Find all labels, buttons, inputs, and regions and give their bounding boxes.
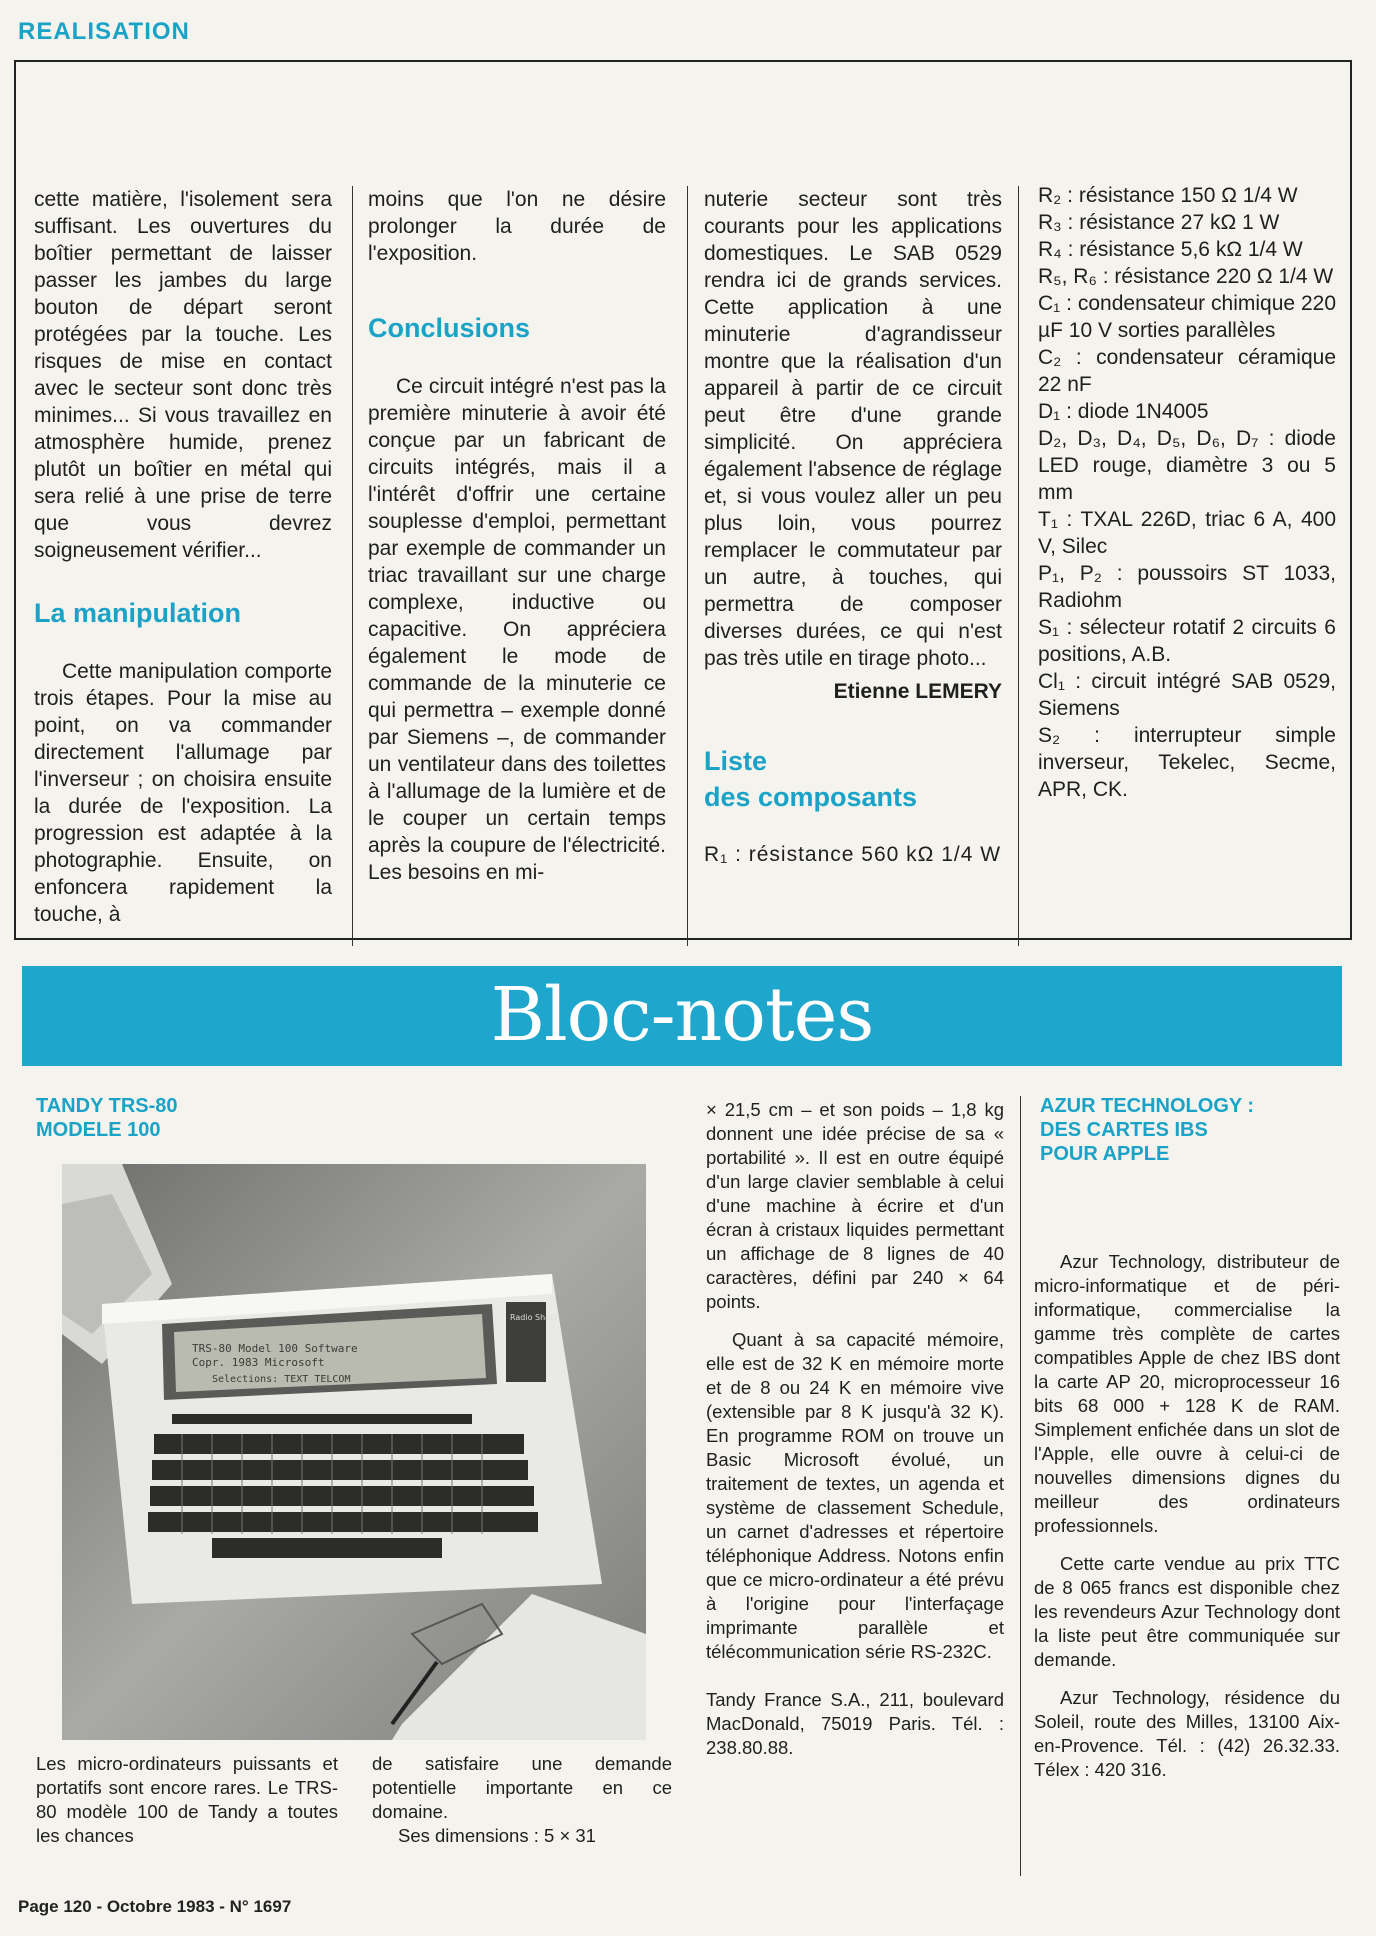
- paragraph: nuterie secteur sont très courants pour les applications domestiques. Le SAB 0529 rendra ici de grands services. Cette application à une minuterie d'agrandisseur montre que la réalisation d'un appareil à partir de ce circuit peut être d'une grande simplicité. On appréciera également l'absence de réglage et, si vous voulez aller un peu plus loin, vous pourrez remplacer le commutateur par un autre, à touches, qui permettra de composer diverses durées, ce qui n'est pas très utile en tirage photo...: [704, 188, 1002, 670]
- column-divider: [1018, 186, 1019, 946]
- banner-title: Bloc-notes: [490, 972, 874, 1058]
- component-item: D₁ : diode 1N4005: [1038, 400, 1209, 423]
- column-divider: [352, 186, 353, 946]
- paragraph: Cette manipulation comporte trois étapes. Pour la mise au point, on va commander directement l'allumage par l'inverseur ; on choisira ensuite la durée de l'exposition. La progression est adaptée à la photographie. Ensuite, on enfoncera rapidement la touche, à: [34, 660, 332, 926]
- heading-line: DES CARTES IBS: [1040, 1119, 1208, 1141]
- article-column-1: [34, 186, 332, 928]
- screen-text-line: Copr. 1983 Microsoft: [192, 1356, 325, 1369]
- paragraph: moins que l'on ne désire prolonger la durée de l'exposition.: [368, 188, 666, 265]
- heading-la-manipulation: La manipulation: [34, 598, 242, 628]
- component-item: Cl₁ : circuit intégré SAB 0529, Siemens: [1038, 670, 1336, 720]
- screen-text-line: TRS-80 Model 100 Software: [192, 1342, 358, 1355]
- paragraph: de satisfaire une demande potentielle importante en ce domaine.: [372, 1753, 672, 1822]
- tandy-caption-left: [36, 1752, 338, 1862]
- bloc-notes-banner: [22, 966, 1342, 1066]
- heading-line: Liste: [704, 746, 768, 776]
- column-divider: [1020, 1096, 1021, 1876]
- section-tag: REALISATION: [18, 18, 190, 45]
- tandy-heading: [36, 1094, 178, 1142]
- component-item: T₁ : TXAL 226D, triac 6 A, 400 V, Silec: [1038, 508, 1336, 558]
- paragraph: Les micro-ordinateurs puissants et portatifs sont encore rares. Le TRS-80 modèle 100 de Tandy a toutes les chances: [36, 1753, 338, 1846]
- heading-line: TANDY TRS-80: [36, 1095, 178, 1117]
- page-footer: Page 120 - Octobre 1983 - N° 1697: [18, 1897, 292, 1916]
- components-list: [1038, 182, 1336, 803]
- paragraph: Cette carte vendue au prix TTC de 8 065 francs est disponible chez les revendeurs Azur Technology dont la liste peut être communiquée sur demande.: [1034, 1553, 1340, 1670]
- brand-label: Radio Shack: [510, 1313, 560, 1322]
- component-item: S₁ : sélecteur rotatif 2 circuits 6 positions, A.B.: [1038, 616, 1336, 666]
- paragraph: Ses dimensions : 5 × 31: [398, 1825, 596, 1846]
- component-item: R₁ : résistance 560 kΩ 1/4 W: [704, 843, 1002, 866]
- azur-heading: [1040, 1094, 1254, 1166]
- component-item: P₁, P₂ : poussoirs ST 1033, Radiohm: [1038, 562, 1336, 612]
- article-column-2: [368, 186, 666, 886]
- component-item: R₂ : résistance 150 Ω 1/4 W: [1038, 184, 1298, 207]
- heading-line: POUR APPLE: [1040, 1143, 1170, 1165]
- heading-line: des composants: [704, 782, 918, 812]
- paragraph: Azur Technology, résidence du Soleil, route des Milles, 13100 Aix-en-Provence. Tél. : (42) 26.32.33. Télex : 420 316.: [1034, 1687, 1340, 1780]
- azur-text: [1034, 1250, 1340, 1796]
- component-item: D₂, D₃, D₄, D₅, D₆, D₇ : diode LED rouge, diamètre 3 ou 5 mm: [1038, 427, 1336, 504]
- component-item: R₄ : résistance 5,6 kΩ 1/4 W: [1038, 238, 1303, 261]
- heading-line: AZUR TECHNOLOGY :: [1040, 1095, 1255, 1117]
- article-column-3: [704, 186, 1002, 868]
- component-item: R₅, R₆ : résistance 220 Ω 1/4 W: [1038, 265, 1334, 288]
- paragraph: Ce circuit intégré n'est pas la première minuterie à avoir été conçue par un fabricant de circuits intégrés, mais il a l'intérêt d'offrir une certaine souplesse d'emploi, permettant par exemple de commander un triac travaillant sur une charge complexe, inductive ou capacitive. On appréciera également le mode de commande de la minuterie ce qui permettra – exemple donné par Siemens –, de commander un ventilateur dans des toilettes à l'allumage de la lumière et de le couper un certain temps après la coupure de l'électricité. Les besoins en mi-: [368, 375, 666, 884]
- heading-liste-composants: [704, 743, 1002, 815]
- screen-text-line: Selections: TEXT TELCOM: [212, 1374, 351, 1385]
- paragraph: Azur Technology, distributeur de micro-informatique et de péri-informatique, commercialise la gamme très complète de cartes compatibles Apple de chez IBS dont la carte AP 20, microprocesseur 16 bits 68 000 + 128 K de RAM. Simplement enfichée dans un slot de l'Apple, elle ouvre à celui-ci de nouvelles dimensions dignes du meilleur des ordinateurs professionnels.: [1034, 1251, 1340, 1536]
- author: Etienne LEMERY: [833, 680, 1002, 703]
- component-item: C₂ : condensateur céramique 22 nF: [1038, 346, 1336, 396]
- paragraph: cette matière, l'isolement sera suffisant. Les ouvertures du boîtier permettant de laisser passer les jambes du large bouton de départ seront protégées par la touche. Les risques de mise en contact avec le secteur sont donc très minimes... Si vous travaillez en atmosphère humide, prenez plutôt un boîtier en métal qui sera relié à une prise de terre que vous devrez soigneusement vérifier...: [34, 188, 332, 562]
- component-item: C₁ : condensateur chimique 220 µF 10 V sorties parallèles: [1038, 292, 1336, 342]
- paragraph: Quant à sa capacité mémoire, elle est de 32 K en mémoire morte et de 8 ou 24 K en mémoire vive (extensible par 8 K jusqu'à 32 K). En programme ROM on trouve un Basic Microsoft évolué, un traitement de textes, un agenda et système de classement Schedule, un carnet d'adresses et répertoire téléphonique Address. Notons enfin que ce micro-ordinateur a été prévu à l'origine pour l'interfaçage imprimante parallèle et télécommunication série RS-232C.: [706, 1329, 1004, 1662]
- tandy-column-text: [706, 1098, 1004, 1774]
- column-divider: [687, 186, 688, 946]
- trs80-photo: [62, 1164, 646, 1740]
- laptop-illustration: [62, 1164, 646, 1740]
- paragraph: Tandy France S.A., 211, boulevard MacDonald, 75019 Paris. Tél. : 238.80.88.: [706, 1689, 1004, 1758]
- paragraph: × 21,5 cm – et son poids – 1,8 kg donnent une idée précise de sa « portabilité ». Il est en outre équipé d'un large clavier semblable à celui d'une machine à écrire et d'un écran à cristaux liquides permettant un affichage de 8 lignes de 40 caractères, défini par 240 × 64 points.: [706, 1099, 1004, 1312]
- tandy-caption-right: [372, 1752, 672, 1862]
- heading-conclusions: Conclusions: [368, 313, 531, 343]
- component-item: S₂ : interrupteur simple inverseur, Tekelec, Secme, APR, CK.: [1038, 724, 1336, 801]
- component-item: R₃ : résistance 27 kΩ 1 W: [1038, 211, 1280, 234]
- heading-line: MODELE 100: [36, 1119, 161, 1141]
